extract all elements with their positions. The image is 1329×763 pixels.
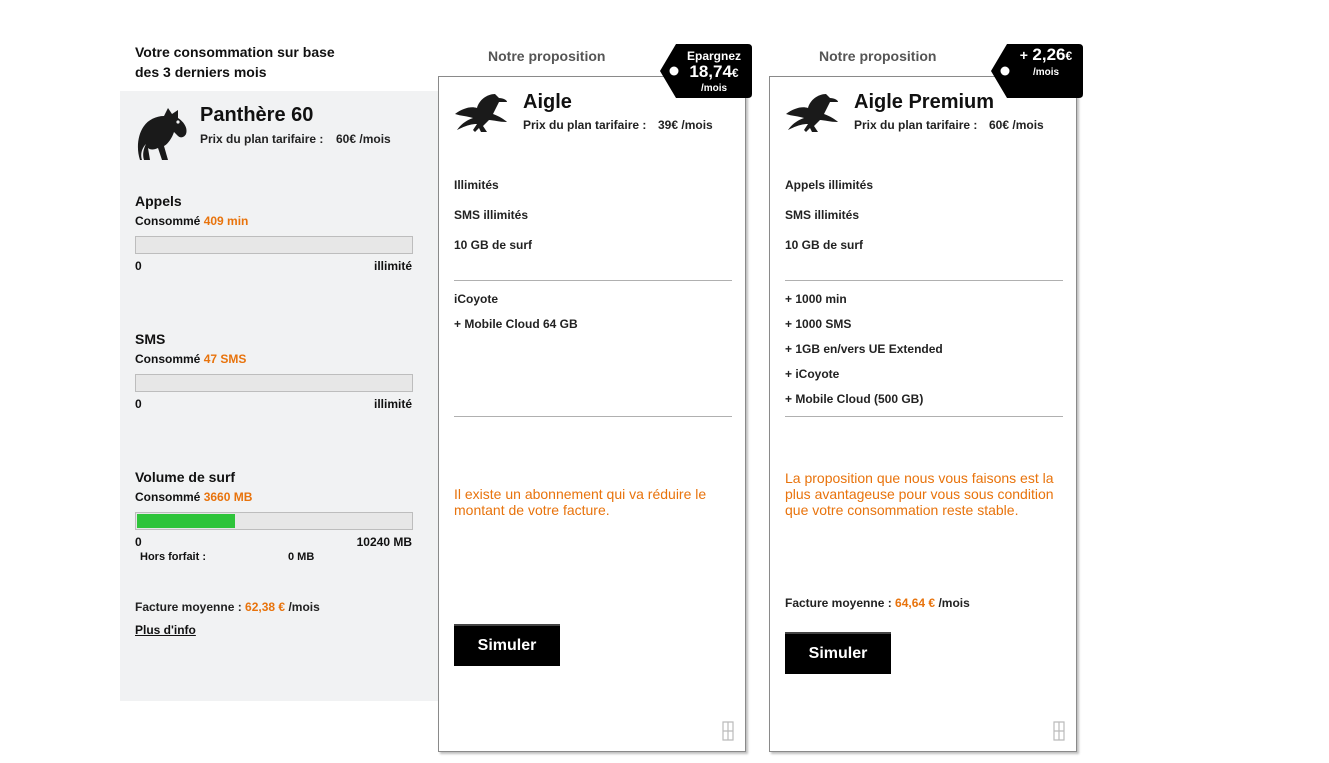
surcharge-unit: /mois [1032,67,1060,78]
data-consumed-label: Consommé [135,490,201,504]
surcharge-tag-amount [1013,45,1079,65]
calls-usage-bar [135,236,413,254]
data-scale-min: 0 [135,535,142,549]
offer-average-bill [785,596,970,610]
more-info-link[interactable]: Plus d'info [135,623,196,637]
offer-bill-value: 64,64 € [895,596,936,610]
proposal-label-1: Notre proposition [488,48,606,64]
current-bill-label: Facture moyenne : [135,600,242,614]
feature-item: SMS illimités [454,208,529,222]
offer-plan-name-2: Aigle Premium [854,91,995,113]
sms-scale-min: 0 [135,397,142,411]
calls-consumed [135,214,248,228]
brand-corner-icon [1051,720,1067,742]
data-title: Volume de surf [135,469,236,485]
savings-currency: € [731,66,739,80]
surcharge-currency: € [1065,49,1073,63]
feature-item: SMS illimités [785,208,860,222]
calls-consumed-label: Consommé [135,214,201,228]
divider [785,280,1063,281]
offer-bill-label: Facture moyenne : [785,596,892,610]
calls-scale-max: illimité [373,259,412,273]
eagle-icon [453,92,509,134]
brand-corner-icon [720,720,736,742]
divider [785,416,1063,417]
consumption-heading-line1: Votre consommation sur base [135,44,335,60]
data-consumed-value: 3660 MB [203,490,253,504]
current-price-value: 60€ /mois [336,132,391,146]
current-bill-value: 62,38 € [245,600,286,614]
consumption-heading-line2: des 3 derniers mois [135,64,267,80]
offer-price-value-1: 39€ /mois [658,118,713,132]
divider [454,280,732,281]
extra-item: + Mobile Cloud (500 GB) [785,392,924,406]
offer-message-1: Il existe un abonnement qui va réduire le montant de votre facture. [454,486,707,518]
extra-item: + Mobile Cloud 64 GB [454,317,578,331]
offer-price-value-2: 60€ /mois [989,118,1044,132]
surcharge-amount: 2,26 [1032,45,1066,64]
out-of-plan-value: 0 MB [288,551,315,563]
feature-item: 10 GB de surf [785,238,864,252]
current-plan-name: Panthère 60 [200,104,314,126]
data-consumed [135,490,252,504]
calls-consumed-value: 409 min [203,214,249,228]
calls-scale-min: 0 [135,259,142,273]
calls-title: Appels [135,193,182,209]
extra-item: iCoyote [454,292,499,306]
sms-consumed-value: 47 SMS [203,352,247,366]
offer-message-2: La proposition que nous vous faisons est la plus avantageuse pour vous sous condition que votre consommation reste stable. [785,470,1054,518]
offer-price-label-2: Prix du plan tarifaire : [854,118,978,132]
extra-item: + 1000 SMS [785,317,852,331]
data-usage-fill [137,514,235,528]
proposal-label-2: Notre proposition [819,48,937,64]
data-scale-max: 10240 MB [356,535,412,549]
surcharge-sign: + [1019,47,1028,63]
savings-amount: 18,74 [689,62,732,81]
feature-item: Illimités [454,178,499,192]
current-average-bill [135,600,320,614]
offer-bill-suffix: /mois [938,596,970,610]
savings-unit: /mois [700,83,728,94]
savings-tag-label: Epargnez [686,49,741,63]
feature-item: Appels illimités [785,178,874,192]
sms-consumed-label: Consommé [135,352,201,366]
sms-scale-max: illimité [373,397,412,411]
sms-title: SMS [135,331,166,347]
current-price-label: Prix du plan tarifaire : [200,132,324,146]
consumption-heading [135,42,375,82]
extra-item: + iCoyote [785,367,840,381]
savings-tag-amount [682,62,746,82]
sms-consumed [135,352,246,366]
offer-price-label-1: Prix du plan tarifaire : [523,118,647,132]
simulate-button-1[interactable]: Simuler [454,624,560,666]
divider [454,416,732,417]
simulate-button-2[interactable]: Simuler [785,632,891,674]
out-of-plan-label: Hors forfait : [140,551,206,563]
eagle-icon [784,92,840,134]
extra-item: + 1GB en/vers UE Extended [785,342,943,356]
extra-item: + 1000 min [785,292,847,306]
current-bill-suffix: /mois [288,600,320,614]
panther-icon [134,104,190,162]
offer-plan-name-1: Aigle [523,91,572,113]
feature-item: 10 GB de surf [454,238,533,252]
data-usage-bar [135,512,413,530]
sms-usage-bar [135,374,413,392]
